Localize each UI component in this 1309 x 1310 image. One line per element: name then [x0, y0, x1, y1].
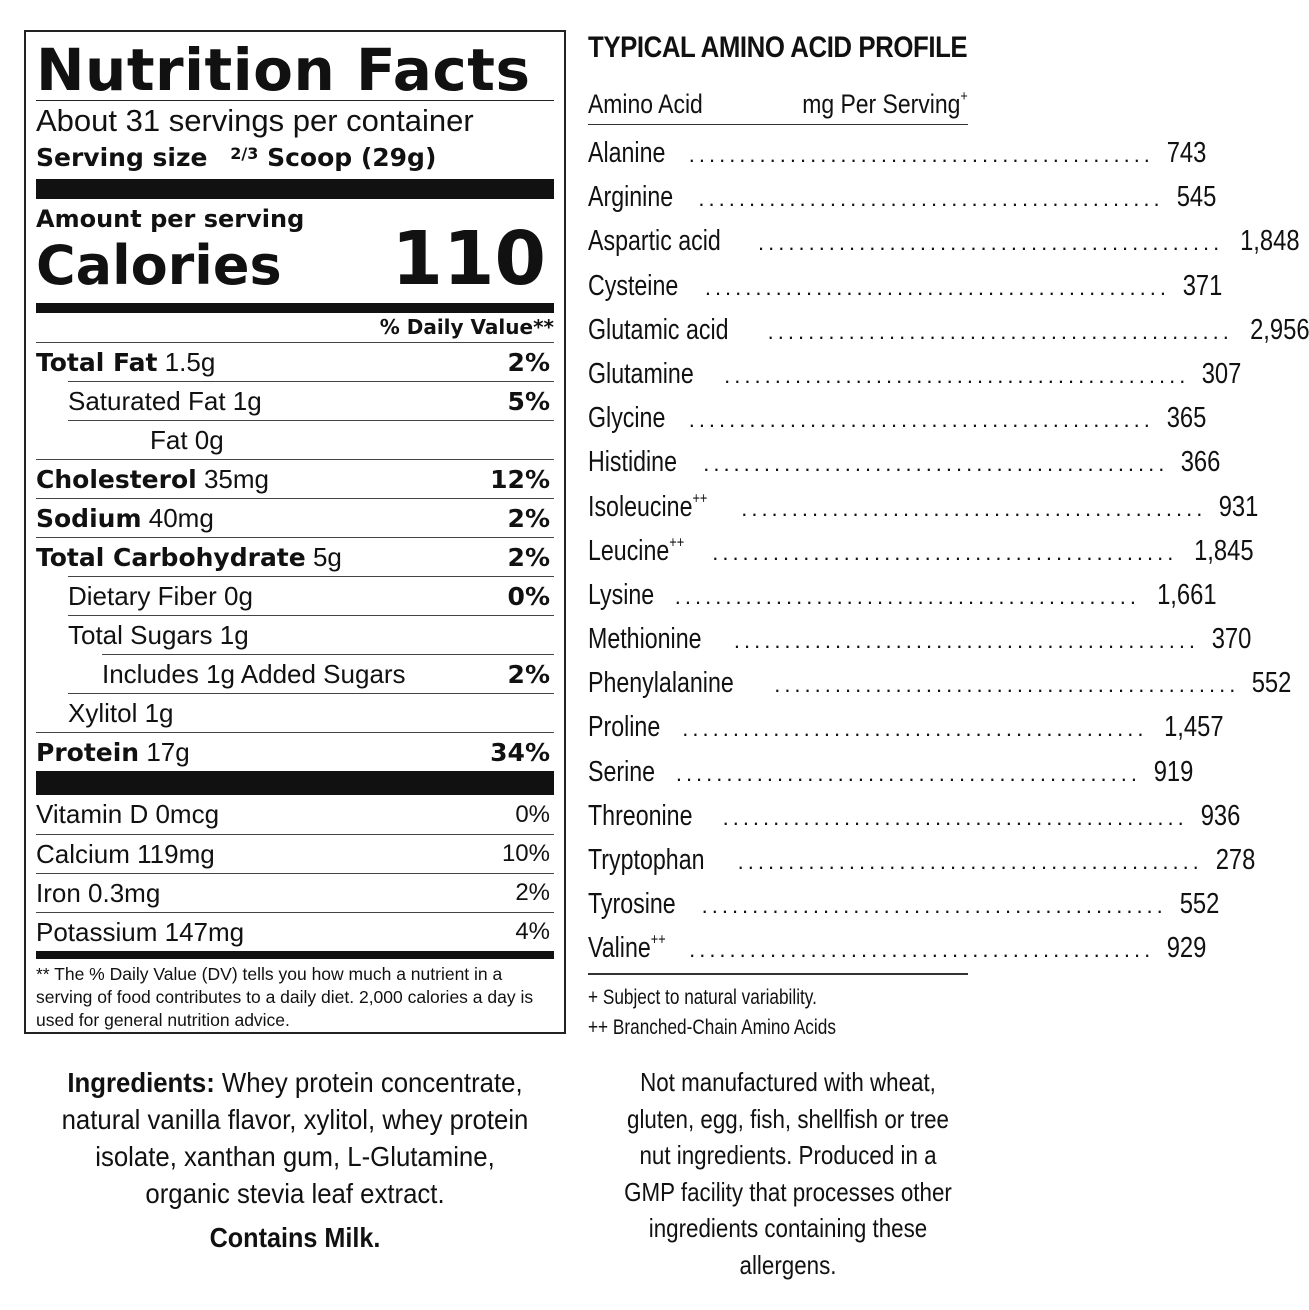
amino-name — [588, 838, 705, 882]
nutrient-amount: 35mg — [203, 463, 269, 494]
amino-name — [588, 573, 654, 617]
nutrient-amount: 1.5g — [164, 346, 216, 377]
nutrition-facts-title: Nutrition Facts — [36, 36, 531, 104]
leader-dots: .............................................. — [701, 893, 1167, 919]
nutrient-dv: 5% — [507, 386, 550, 416]
amino-name-text: Methionine — [588, 623, 702, 656]
vitamin-dv: 4% — [515, 918, 550, 945]
leader-dots: .............................................. — [698, 186, 1164, 212]
amino-row-alanine — [588, 131, 1207, 175]
nutrient-row-sodium — [36, 498, 554, 537]
amino-row-histidine — [588, 440, 1221, 484]
nutrient-row-protein — [36, 732, 554, 771]
amino-row-threonine — [588, 794, 1241, 838]
divider — [588, 973, 968, 975]
nutrient-row-xylitol — [68, 693, 554, 732]
amino-row-glutamic-acid — [588, 308, 1309, 352]
amino-value: 1,661 — [1157, 578, 1217, 611]
nutrient-name: Saturated Fat 1g — [68, 385, 262, 416]
vitamin-dv: 10% — [501, 840, 550, 867]
nutrient-name: Fat 0g — [150, 424, 224, 455]
amino-name-text: Threonine — [588, 799, 693, 832]
amino-name — [588, 175, 673, 219]
nutrient-name: Total Carbohydrate — [36, 542, 306, 572]
amino-name — [588, 352, 694, 396]
amino-value: 743 — [1166, 137, 1207, 169]
amino-name — [588, 617, 702, 661]
variability-note: + Subject to natural variability. — [588, 985, 817, 1009]
amino-value: 552 — [1252, 667, 1292, 700]
amino-value: 278 — [1215, 844, 1256, 876]
nutrient-name: Total Sugars 1g — [68, 619, 249, 650]
amino-value: 929 — [1166, 932, 1207, 965]
thick-divider — [36, 179, 554, 199]
amino-value: 1,848 — [1240, 225, 1300, 258]
amino-name — [588, 131, 665, 175]
nutrient-amount: 17g — [146, 736, 190, 767]
amino-acid-profile — [588, 28, 1309, 1043]
amino-name — [588, 661, 734, 705]
amino-value: 545 — [1176, 181, 1216, 214]
amino-name-text: Cysteine — [588, 269, 679, 302]
amino-name-text: Glycine — [588, 402, 666, 435]
medium-divider — [36, 303, 554, 313]
amino-row-isoleucine — [588, 485, 1259, 529]
amino-name-text: Leucine — [588, 534, 670, 567]
amino-name-text: Isoleucine — [588, 490, 693, 523]
amino-table-header — [588, 68, 968, 125]
vitamin-name: Vitamin D 0mcg — [36, 799, 220, 829]
leader-dots: .............................................. — [682, 716, 1148, 742]
nutrient-amount: 5g — [312, 541, 342, 572]
leader-dots: .............................................. — [688, 407, 1154, 433]
calories-label: Calories — [36, 234, 282, 297]
amino-value: 365 — [1166, 402, 1207, 435]
amino-value: 366 — [1181, 446, 1221, 479]
amino-name-text: Phenylalanine — [588, 667, 734, 700]
nutrient-row-saturated-fat — [68, 381, 554, 420]
nutrient-dv: 12% — [490, 464, 550, 494]
nutrient-dv: 2% — [507, 542, 550, 572]
amino-profile-title: TYPICAL AMINO ACID PROFILE — [588, 31, 968, 64]
vitamin-list — [36, 795, 554, 951]
vitamin-dv: 0% — [515, 800, 550, 828]
amount-per-serving: Amount per serving — [36, 205, 305, 233]
amino-name-text: Arginine — [588, 181, 674, 214]
bcaa-mark: ++ — [650, 931, 666, 949]
ingredients-statement — [30, 1064, 560, 1212]
nutrient-name: Sodium — [36, 503, 142, 533]
amino-row-glutamine — [588, 352, 1242, 396]
amino-row-methionine — [588, 617, 1252, 661]
nutrient-row-total-carbohydrate — [36, 537, 554, 576]
vitamin-name: Iron 0.3mg — [36, 877, 161, 908]
leader-dots: .............................................. — [722, 804, 1188, 830]
leader-dots: .............................................. — [767, 318, 1233, 344]
leader-dots: .............................................. — [758, 230, 1224, 256]
leader-dots: .............................................. — [724, 362, 1190, 388]
amino-value: 370 — [1211, 623, 1252, 656]
bcaa-note: ++ Branched-Chain Amino Acids — [588, 1015, 836, 1039]
nutrient-row-cholesterol — [36, 459, 554, 498]
amino-name-text: Alanine — [588, 137, 666, 169]
amino-name — [588, 926, 666, 970]
nutrient-row-added-sugars — [102, 654, 554, 693]
vitamin-row-vitamin-d — [36, 795, 554, 834]
nutrition-facts-panel — [24, 30, 566, 1034]
column-amino-acid: Amino Acid — [588, 89, 703, 119]
amino-row-cysteine — [588, 264, 1223, 308]
nutrient-dv: 2% — [507, 659, 550, 689]
amino-value: 552 — [1179, 888, 1220, 921]
bcaa-mark: ++ — [669, 533, 685, 551]
ingredients-text: Whey protein concentrate, natural vanilla flavor, xylitol, whey protein isolate, xanthan gum, L-Glutamine, organic stevia leaf extract. — [61, 1067, 529, 1209]
vitamin-row-potassium — [36, 912, 554, 951]
amino-name-text: Glutamine — [588, 357, 694, 390]
amino-row-serine — [588, 750, 1194, 794]
amino-name-text: Histidine — [588, 446, 677, 479]
amino-name — [588, 264, 678, 308]
amino-row-leucine — [588, 529, 1254, 573]
servings-per-container: About 31 servings per container — [36, 103, 474, 138]
leader-dots: .............................................. — [703, 451, 1169, 477]
amino-name — [588, 219, 721, 263]
leader-dots: .............................................. — [741, 495, 1207, 521]
nutrient-list — [36, 342, 554, 771]
leader-dots: .............................................. — [704, 274, 1170, 300]
nutrient-row-total-fat — [36, 342, 554, 381]
amino-row-glycine — [588, 396, 1207, 440]
amino-row-lysine — [588, 573, 1217, 617]
daily-value-header: % Daily Value** — [379, 315, 554, 339]
amino-name-text: Tryptophan — [588, 844, 705, 876]
leader-dots: .............................................. — [688, 142, 1154, 167]
amino-name-text: Lysine — [588, 578, 655, 611]
amino-row-tryptophan — [588, 838, 1256, 882]
amino-name-text: Tyrosine — [588, 888, 676, 921]
amino-name — [588, 440, 677, 484]
amino-value: 936 — [1200, 799, 1241, 832]
serving-size-label: Serving size — [36, 143, 208, 172]
leader-dots: .............................................. — [733, 628, 1200, 654]
nutrient-amount: 40mg — [148, 502, 214, 533]
nutrient-name: Includes 1g Added Sugars — [102, 658, 406, 689]
nutrient-row-total-sugars — [68, 615, 554, 654]
amino-value: 2,956 — [1249, 313, 1309, 346]
footer-divider — [36, 951, 554, 959]
ingredients-label: Ingredients: — [67, 1067, 215, 1098]
vitamin-row-calcium — [36, 834, 554, 873]
amino-row-arginine — [588, 175, 1216, 219]
nutrient-row-trans-fat — [68, 420, 554, 459]
allergen-note: Not manufactured with wheat, gluten, egg, fish, shellfish or tree nut ingredients. Produced in a GMP facility that processes other ingredients containing these allergens. — [624, 1067, 952, 1280]
nutrient-name: Xylitol 1g — [68, 697, 174, 728]
amino-row-tyrosine — [588, 882, 1220, 926]
serving-size-value: Scoop (29g) — [267, 143, 437, 172]
amino-name — [588, 396, 665, 440]
leader-dots: .............................................. — [674, 583, 1140, 609]
nutrient-dv: 2% — [507, 347, 550, 377]
vitamin-row-iron — [36, 873, 554, 912]
leader-dots: .............................................. — [774, 672, 1240, 698]
amino-name-text: Proline — [588, 711, 661, 744]
amino-value: 1,457 — [1164, 711, 1225, 744]
leader-dots: .............................................. — [689, 937, 1155, 963]
amino-row-proline — [588, 705, 1225, 749]
calories-value: 110 — [391, 216, 546, 302]
vitamin-dv: 2% — [515, 879, 550, 906]
amino-name-text: Serine — [588, 755, 656, 788]
amino-name — [588, 485, 707, 529]
serving-size-fraction: 2/3 — [230, 144, 259, 163]
amino-value: 371 — [1182, 269, 1223, 302]
amino-acid-list — [588, 131, 1309, 971]
leader-dots: .............................................. — [712, 539, 1178, 565]
nutrient-dv: 0% — [507, 581, 550, 611]
vitamin-name: Potassium 147mg — [36, 916, 245, 947]
amino-name-text: Aspartic acid — [588, 225, 721, 258]
amino-name — [588, 705, 660, 749]
amino-row-valine — [588, 926, 1207, 970]
leader-dots: .............................................. — [737, 849, 1203, 874]
nutrient-name: Cholesterol — [36, 464, 197, 494]
nutrient-name: Protein — [36, 737, 140, 767]
amino-name — [588, 794, 692, 838]
amino-row-aspartic-acid — [588, 219, 1300, 263]
bcaa-mark: ++ — [692, 489, 708, 507]
variability-mark: + — [960, 89, 968, 106]
nutrient-row-dietary-fiber — [68, 576, 554, 615]
leader-dots: .............................................. — [675, 760, 1141, 786]
amino-value: 919 — [1153, 755, 1194, 788]
vitamin-name: Calcium 119mg — [36, 838, 215, 869]
nutrient-name: Total Fat — [36, 347, 158, 377]
thick-divider — [36, 771, 554, 795]
column-mg-per-serving-label: mg Per Serving — [802, 89, 961, 119]
allergen-contains: Contains Milk. — [209, 1222, 381, 1253]
nutrient-name: Dietary Fiber 0g — [68, 580, 253, 611]
amino-name — [588, 882, 676, 926]
amino-value: 1,845 — [1194, 534, 1254, 567]
amino-name — [588, 529, 684, 573]
daily-value-footnote: ** The % Daily Value (DV) tells you how much a nutrient in a serving of food contributes to a daily diet. 2,000 calories a day is used for general nutrition advice. — [36, 964, 534, 1030]
amino-name — [588, 308, 729, 352]
nutrient-dv: 2% — [507, 503, 550, 533]
amino-name-text: Glutamic acid — [588, 313, 729, 346]
amino-name-text: Valine — [588, 932, 651, 965]
column-mg-per-serving — [802, 89, 968, 120]
amino-value: 931 — [1219, 490, 1259, 523]
amino-value: 307 — [1202, 357, 1242, 390]
amino-name — [588, 750, 655, 794]
amino-row-phenylalanine — [588, 661, 1292, 705]
serving-size — [36, 139, 554, 173]
nutrient-dv: 34% — [490, 737, 550, 767]
